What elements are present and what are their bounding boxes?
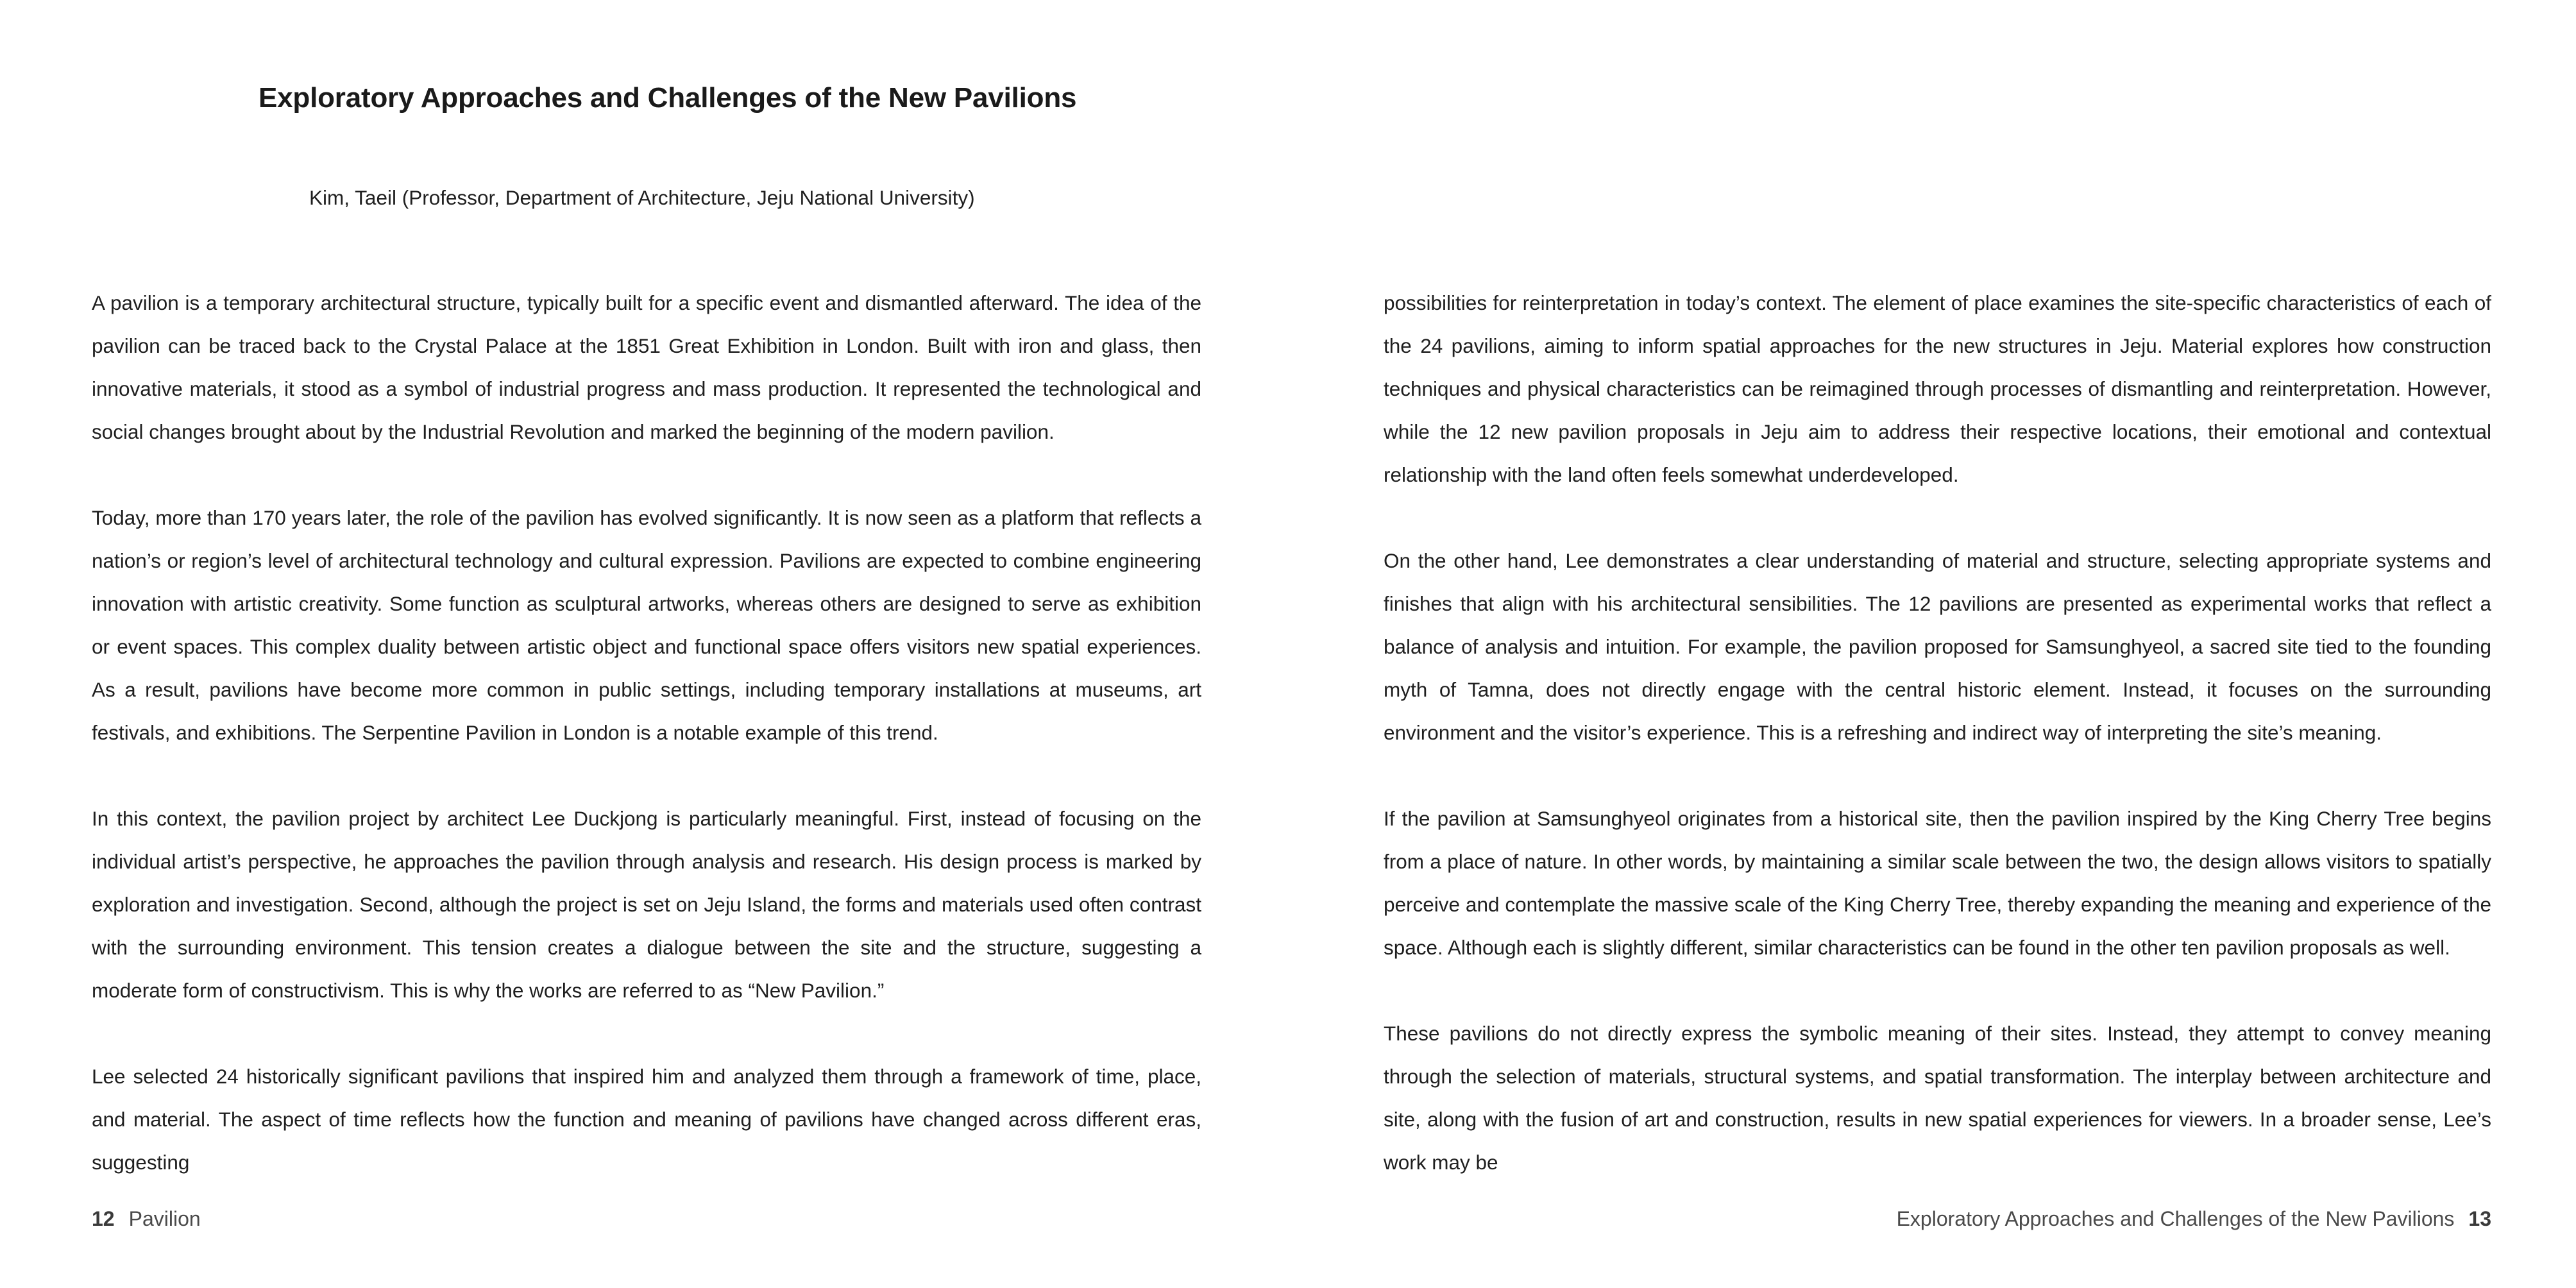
running-head: Pavilion: [128, 1207, 201, 1230]
paragraph: In this context, the pavilion project by architect Lee Duckjong is particularly meaningful. First, instead of focusing on the individual artist’s perspective, he approaches the pavilion through analysis and research. His design process is marked by exploration and investigation. Second, although the project is set on Jeju Island, the forms and materials used often contrast with the surrounding environment. This tension creates a dialogue between the site and the structure, suggesting a moderate form of constructivism. This is why the works are referred to as “New Pavilion.”: [92, 807, 1201, 1002]
author-byline: Kim, Taeil (Professor, Department of Architecture, Jeju National University): [309, 186, 975, 209]
paragraph: If the pavilion at Samsunghyeol originates from a historical site, then the pavilion inspired by the King Cherry Tree begins from a place of nature. In other words, by maintaining a similar scale between the two, the design allows visitors to spatially perceive and contemplate the massive scale of the King Cherry Tree, thereby expanding the meaning and experience of the space. Although each is slightly different, similar characteristics can be found in the other ten pavilion proposals as well.: [1384, 807, 2491, 959]
paragraph: Today, more than 170 years later, the role of the pavilion has evolved significantly. It is now seen as a platform that reflects a nation’s or region’s level of architectural technology and cultural expression. Pavilions are expected to combine engineering innovation with artistic creativity. Some function as sculptural artworks, whereas others are designed to serve as exhibition or event spaces. This complex duality between artistic object and functional space offers visitors new spatial experiences. As a result, pavilions have become more common in public settings, including temporary installations at museums, art festivals, and exhibitions. The Serpentine Pavilion in London is a notable example of this trend.: [92, 506, 1201, 744]
article-title: Exploratory Approaches and Challenges of the New Pavilions: [258, 82, 1077, 114]
right-folio: [1897, 1207, 2491, 1231]
left-body-text: [92, 282, 1201, 1184]
right-page: [1288, 0, 2576, 1288]
paragraph: A pavilion is a temporary architectural structure, typically built for a specific event and dismantled afterward. The idea of the pavilion can be traced back to the Crystal Palace at the 1851 Great Exhibition in London. Built with iron and glass, then innovative materials, it stood as a symbol of industrial progress and mass production. It represented the technological and social changes brought about by the Industrial Revolution and marked the beginning of the modern pavilion.: [92, 291, 1201, 443]
running-head: Exploratory Approaches and Challenges of the New Pavilions: [1896, 1207, 2455, 1230]
right-body-text: [1384, 282, 2491, 1184]
paragraph: Lee selected 24 historically significant pavilions that inspired him and analyzed them through a framework of time, place, and material. The aspect of time reflects how the function and meaning of pavilions have changed across different eras, suggesting: [92, 1065, 1201, 1174]
paragraph: possibilities for reinterpretation in today’s context. The element of place examines the site-specific characteristics of each of the 24 pavilions, aiming to inform spatial approaches for the new structures in Jeju. Material explores how construction techniques and physical characteristics can be reimagined through processes of dismantling and reinterpretation. However, while the 12 new pavilion proposals in Jeju aim to address their respective locations, their emotional and contextual relationship with the land often feels somewhat underdeveloped.: [1384, 291, 2491, 486]
page-number: 12: [92, 1207, 115, 1230]
left-folio: [92, 1207, 201, 1231]
paragraph: On the other hand, Lee demonstrates a clear understanding of material and structure, selecting appropriate systems and finishes that align with his architectural sensibilities. The 12 pavilions are presented as experimental works that reflect a balance of analysis and intuition. For example, the pavilion proposed for Samsunghyeol, a sacred site tied to the founding myth of Tamna, does not directly engage with the central historic element. Instead, it focuses on the surrounding environment and the visitor’s experience. This is a refreshing and indirect way of interpreting the site’s meaning.: [1384, 549, 2491, 744]
page-number: 13: [2468, 1207, 2491, 1230]
paragraph: These pavilions do not directly express the symbolic meaning of their sites. Instead, they attempt to convey meaning through the selection of materials, structural systems, and spatial transformation. The interplay between architecture and site, along with the fusion of art and construction, results in new spatial experiences for viewers. In a broader sense, Lee’s work may be: [1384, 1022, 2491, 1174]
